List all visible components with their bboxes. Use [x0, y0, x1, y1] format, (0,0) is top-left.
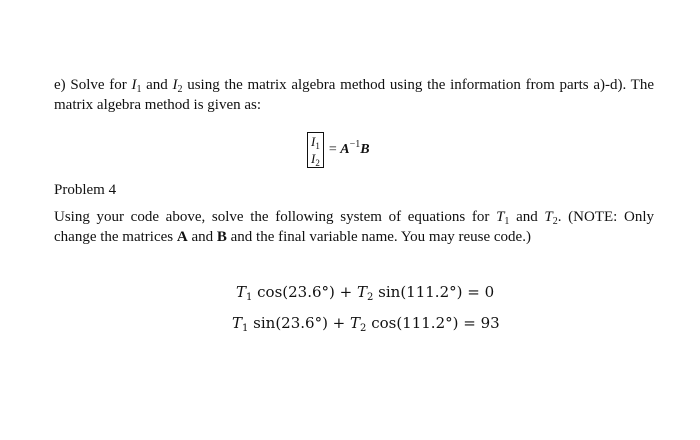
problem-text: and — [509, 209, 545, 225]
inverse-exponent: −1 — [349, 139, 361, 150]
part-e-text: and — [141, 77, 173, 93]
part-e-instructions — [54, 75, 654, 115]
vector-entry-2: $I_2$ — [311, 151, 320, 168]
matrix-a: A — [340, 142, 350, 157]
variable-t: T — [544, 209, 553, 225]
equation-rhs — [328, 139, 370, 158]
equals-sign: = — [328, 142, 341, 157]
equation-1: $T_1$ $\cos(23.6^\circ) + T_2$ sin(111.2°) = 0 — [236, 283, 495, 303]
subscript: 2 — [177, 84, 183, 95]
vector-entry-1: $I_1$ — [311, 134, 320, 151]
problem-heading: Problem 4 — [54, 182, 117, 198]
variable-i: I — [172, 77, 178, 93]
part-e-text: e) Solve for — [54, 77, 132, 93]
problem-text: . (NOTE: Only change the matrices — [54, 209, 654, 245]
subscript: 1 — [504, 216, 510, 227]
part-e-text: using the matrix algebra method using the information from parts a)-d). The matrix algebra method is given as: — [54, 77, 654, 113]
variable-t: T — [496, 209, 505, 225]
column-vector — [307, 132, 324, 168]
matrix-equation — [307, 128, 370, 172]
problem-text: and — [187, 229, 217, 245]
matrix-b-label: B — [216, 229, 227, 245]
matrix-a-label: A — [176, 229, 188, 245]
matrix-b: B — [360, 142, 370, 157]
problem-text: Using your code above, solve the following system of equations for — [54, 209, 497, 225]
problem-statement — [54, 207, 654, 247]
equation-2: $T_1$ $\sin(23.6^\circ) + T_2$ cos(111.2°) = 93 — [232, 314, 500, 334]
variable-i: I — [131, 77, 137, 93]
subscript: 1 — [136, 84, 142, 95]
subscript: 2 — [552, 216, 558, 227]
problem-text: and the final variable name. You may reuse code.) — [226, 229, 531, 245]
